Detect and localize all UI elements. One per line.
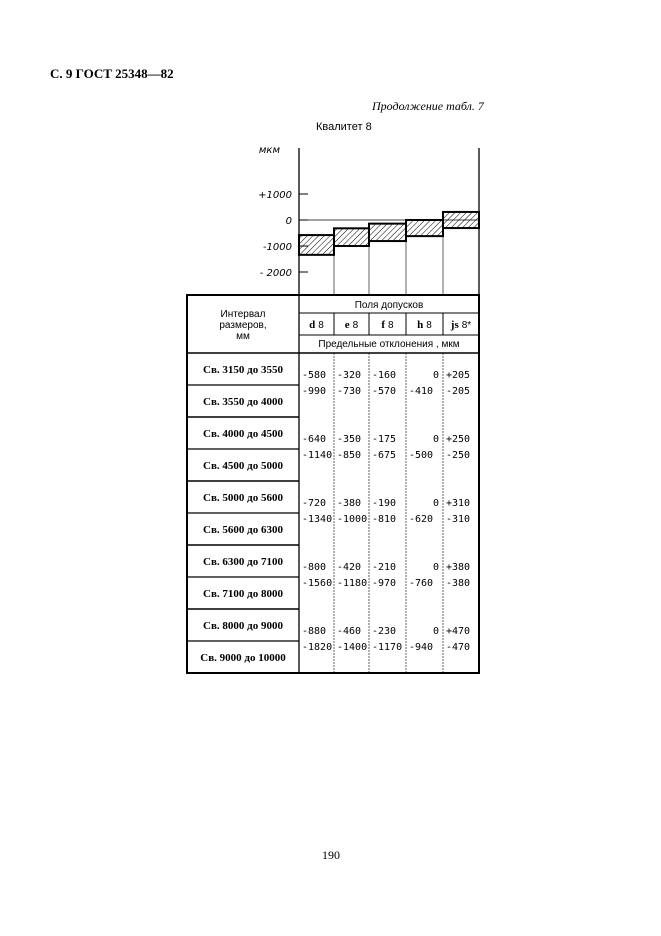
upper-deviation-value: 0 (433, 370, 440, 381)
lower-deviation-value: -760 (409, 578, 434, 589)
upper-deviation-value: -640 (302, 434, 327, 445)
lower-deviation-value: -1140 (302, 450, 333, 461)
column-header-f (381, 319, 394, 331)
upper-deviation-value: 0 (433, 562, 440, 573)
size-interval-cell: Св. 9000 до 10000 (200, 652, 286, 664)
upper-deviation-value: -420 (337, 562, 362, 573)
column-number: 8* (461, 320, 472, 331)
lower-deviation-value: -310 (446, 514, 471, 525)
lower-deviation-value: -990 (302, 386, 327, 397)
tolerance-band-e8 (334, 228, 369, 246)
upper-deviation-value: -880 (302, 626, 327, 637)
upper-deviation-value: -175 (372, 434, 397, 445)
lower-deviation-value: -470 (446, 642, 471, 653)
tolerance-band-h8 (406, 220, 443, 236)
upper-deviation-value: -320 (337, 370, 362, 381)
upper-deviation-value: -230 (372, 626, 397, 637)
lower-deviation-value: -570 (372, 386, 397, 397)
size-interval-cell: Св. 4500 до 5000 (203, 460, 283, 472)
column-number: 8 (426, 320, 432, 331)
upper-deviation-value: -800 (302, 562, 327, 573)
tolerance-band-d8 (299, 235, 334, 255)
lower-deviation-value: -850 (337, 450, 362, 461)
chart-title: Квалитет 8 (316, 121, 372, 133)
upper-deviation-value: 0 (433, 434, 440, 445)
column-letter: f (381, 319, 386, 331)
upper-deviation-value: -720 (302, 498, 327, 509)
size-interval-cell: Св. 5600 до 6300 (203, 524, 283, 536)
lower-deviation-value: -1820 (302, 642, 333, 653)
size-interval-cell: Св. 4000 до 4500 (203, 428, 283, 440)
column-number: 8 (352, 320, 359, 331)
column-number: 8 (388, 320, 394, 331)
interval-header-line: Интервал (220, 309, 266, 320)
size-interval-cell: Св. 3550 до 4000 (203, 396, 283, 408)
lower-deviation-value: -940 (409, 642, 434, 653)
column-header-d (309, 319, 324, 331)
column-number: 8 (318, 320, 324, 331)
y-tick-label: +1000 (258, 190, 292, 201)
lower-deviation-value: -1560 (302, 578, 333, 589)
upper-deviation-value: -460 (337, 626, 362, 637)
lower-deviation-value: -810 (372, 514, 397, 525)
column-letter: js (450, 319, 459, 331)
upper-deviation-value: -350 (337, 434, 362, 445)
tolerance-band-js8 (443, 212, 479, 228)
tolerance-diagram-and-table (200, 140, 490, 680)
lower-deviation-value: -500 (409, 450, 434, 461)
lower-deviation-value: -1180 (337, 578, 368, 589)
lower-deviation-value: -730 (337, 386, 362, 397)
lower-deviation-value: -675 (372, 450, 397, 461)
size-interval-cell: Св. 8000 до 9000 (203, 620, 283, 632)
y-tick-label: 0 (285, 216, 292, 227)
column-letter: e (344, 319, 350, 331)
chart-area (258, 145, 479, 295)
y-tick-label: -1000 (262, 242, 292, 253)
interval-header-line: мм (236, 331, 250, 342)
lower-deviation-value: -620 (409, 514, 434, 525)
y-axis-unit-label: мкм (258, 145, 280, 156)
lower-deviation-value: -1170 (372, 642, 403, 653)
upper-deviation-value: +470 (446, 626, 471, 637)
tolerance-band-f8 (369, 224, 406, 241)
upper-deviation-value: -380 (337, 498, 362, 509)
lower-deviation-value: -970 (372, 578, 397, 589)
column-header-js (450, 319, 472, 331)
lower-deviation-value: -1000 (337, 514, 368, 525)
size-interval-cell: Св. 5000 до 5600 (203, 492, 283, 504)
upper-deviation-value: +250 (446, 434, 471, 445)
upper-deviation-value: -210 (372, 562, 397, 573)
page-number: 190 (322, 848, 340, 862)
column-letter: d (309, 319, 316, 331)
y-tick-label: - 2000 (259, 268, 292, 279)
upper-deviation-value: +380 (446, 562, 471, 573)
tolerance-table (187, 295, 479, 673)
column-header-e (345, 319, 359, 331)
table-continuation-label: Продолжение табл. 7 (372, 99, 484, 113)
size-interval-cell: Св. 3150 до 3550 (203, 364, 283, 376)
lower-deviation-value: -250 (446, 450, 471, 461)
column-letter: h (417, 319, 424, 331)
lower-deviation-value: -1400 (337, 642, 368, 653)
upper-deviation-value: 0 (433, 498, 440, 509)
tolerance-fields-label: Поля допусков (354, 300, 424, 311)
upper-deviation-value: +310 (446, 498, 471, 509)
upper-deviation-value: -160 (372, 370, 397, 381)
upper-deviation-value: 0 (433, 626, 440, 637)
upper-deviation-value: +205 (446, 370, 471, 381)
upper-deviation-value: -190 (372, 498, 397, 509)
interval-header-line: размеров, (219, 320, 267, 331)
lower-deviation-value: -380 (446, 578, 471, 589)
size-interval-cell: Св. 7100 до 8000 (203, 588, 283, 600)
column-header-h (417, 319, 432, 331)
page-header: С. 9 ГОСТ 25348—82 (50, 66, 174, 81)
lower-deviation-value: -410 (409, 386, 434, 397)
upper-deviation-value: -580 (302, 370, 327, 381)
deviation-label: Предельные отклонения , мкм (318, 339, 460, 350)
table-outer-border (187, 295, 479, 673)
lower-deviation-value: -205 (446, 386, 471, 397)
lower-deviation-value: -1340 (302, 514, 333, 525)
size-interval-cell: Св. 6300 до 7100 (203, 556, 283, 568)
